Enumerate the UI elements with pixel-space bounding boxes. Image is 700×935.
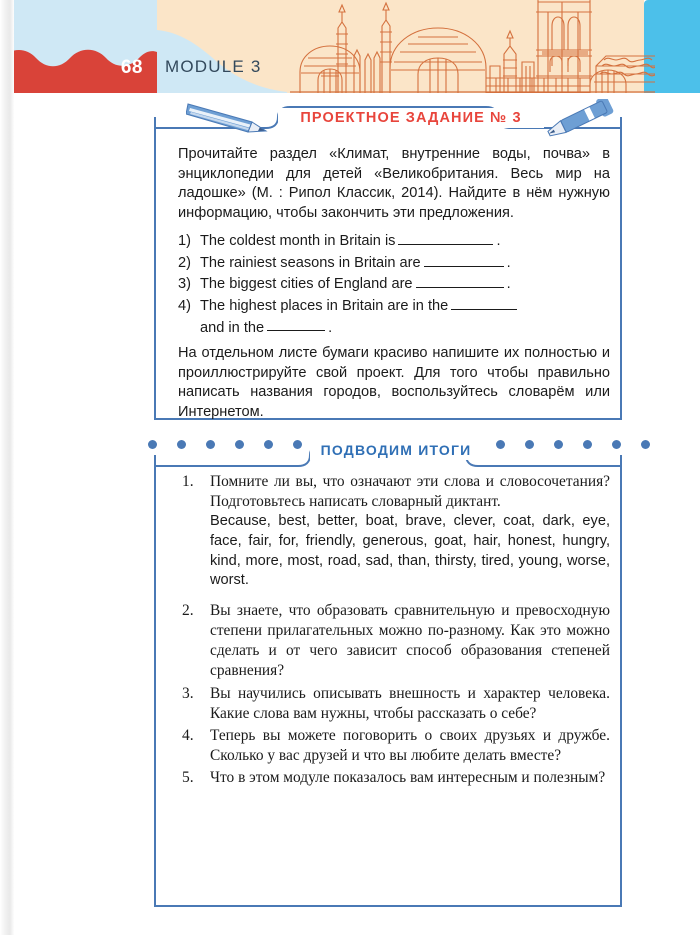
summary-item bbox=[182, 726, 610, 766]
dot-icon bbox=[583, 440, 592, 449]
summary-item-text: Вы научились описывать внешность и характер человека. Какие слова вам нужны, чтобы рассказать о себе? bbox=[210, 684, 610, 722]
list-item bbox=[178, 252, 610, 274]
summary-title: ПОДВОДИМ ИТОГИ bbox=[310, 440, 482, 460]
sentence-body bbox=[200, 295, 610, 317]
dot-icon bbox=[525, 440, 534, 449]
decorative-dots-right bbox=[496, 440, 650, 449]
sentence-number: 2) bbox=[178, 254, 191, 271]
project-outro-text: На отдельном листе бумаги красиво напишите их полностью и проиллюстрируйте свой проект. Для того чтобы правильно написать названия городов, воспользуйтесь словарём или Интернетом. bbox=[178, 345, 610, 420]
list-item bbox=[178, 273, 610, 295]
summary-item bbox=[182, 768, 610, 788]
cityscape-illustration bbox=[290, 0, 655, 93]
project-intro-text: Прочитайте раздел «Климат, внутренние воды, почва» в энциклопедии для детей «Великобритания. Весь мир на ладошке» (М. : Рипол Классик, 2014). Найдите в нём нужную информацию, чтобы закончить эти предложения. bbox=[178, 146, 610, 221]
dot-icon bbox=[554, 440, 563, 449]
dot-icon bbox=[177, 440, 186, 449]
project-task-content bbox=[178, 145, 610, 422]
sentence-body bbox=[200, 252, 610, 274]
dot-icon bbox=[264, 440, 273, 449]
project-task-title: ПРОЕКТНОЕ ЗАДАНИЕ № 3 bbox=[278, 108, 544, 128]
sentence-number: 3) bbox=[178, 276, 191, 293]
list-item-continuation bbox=[178, 317, 610, 339]
dot-icon bbox=[612, 440, 621, 449]
sentence-body bbox=[200, 230, 610, 252]
sentence-body bbox=[200, 273, 610, 295]
page-number: 68 bbox=[120, 57, 143, 78]
summary-item-number: 1. bbox=[182, 473, 194, 490]
sentence-text: The coldest month in Britain is bbox=[200, 232, 396, 249]
module-label: MODULE 3 bbox=[165, 57, 262, 76]
answer-blank[interactable] bbox=[267, 317, 325, 332]
fill-in-sentence-list bbox=[178, 230, 610, 338]
summary-item bbox=[182, 684, 610, 724]
summary-item-text: Теперь вы можете поговорить о своих друзьях и дружбе. Сколько у вас друзей и что вы любите делать вместе? bbox=[210, 727, 610, 765]
sentence-punct: . bbox=[506, 254, 511, 271]
summary-item-text: Помните ли вы, что означают эти слова и словосочетания? Подготовьтесь написать словарный диктант. bbox=[210, 473, 610, 511]
dot-icon bbox=[148, 440, 157, 449]
dot-icon bbox=[235, 440, 244, 449]
dot-icon bbox=[496, 440, 505, 449]
decorative-dots-left bbox=[148, 440, 302, 449]
sentence-number: 1) bbox=[178, 232, 191, 249]
dot-icon bbox=[641, 440, 650, 449]
page-header bbox=[0, 0, 700, 93]
summary-item-number: 4. bbox=[182, 727, 194, 744]
answer-blank[interactable] bbox=[424, 252, 504, 267]
summary-item bbox=[182, 601, 610, 682]
dot-icon bbox=[206, 440, 215, 449]
page-edge-shadow bbox=[0, 0, 14, 935]
summary-item-text: Вы знаете, что образовать сравнительную и превосходную степени прилагательных можно по-разному. Как это можно сделать и от чего зависит способ образования степеней сравнения? bbox=[210, 601, 610, 680]
vocabulary-word-list: Because, best, better, boat, brave, clever, coat, dark, eye, face, fair, for, friendly, generous, goat, hair, honest, hungry, kind, more, most, road, sad, than, thirsty, tired, young, worse, worst. bbox=[210, 513, 610, 589]
summary-item-number: 5. bbox=[182, 769, 194, 787]
sentence-text: The biggest cities of England are bbox=[200, 276, 413, 293]
pen-icon bbox=[536, 99, 620, 141]
list-item bbox=[178, 230, 610, 252]
summary-item bbox=[182, 472, 610, 591]
sentence-body bbox=[200, 317, 610, 339]
answer-blank[interactable] bbox=[416, 273, 504, 288]
summary-item-text: Что в этом модуле показалось вам интересным и полезным? bbox=[210, 769, 606, 787]
sentence-punct: . bbox=[506, 276, 511, 293]
answer-blank[interactable] bbox=[398, 230, 493, 245]
summary-item-number: 2. bbox=[182, 601, 194, 619]
sentence-punct: . bbox=[496, 232, 501, 249]
sentence-text: The highest places in Britain are in the bbox=[200, 297, 449, 314]
list-item bbox=[178, 295, 610, 317]
spacer bbox=[182, 593, 610, 601]
answer-blank[interactable] bbox=[451, 295, 517, 310]
pencil-icon bbox=[186, 100, 274, 140]
sentence-number: 4) bbox=[178, 297, 191, 314]
sentence-text: The rainiest seasons in Britain are bbox=[200, 254, 421, 271]
sentence-punct: . bbox=[328, 319, 333, 336]
dot-icon bbox=[293, 440, 302, 449]
summary-content bbox=[182, 472, 610, 791]
summary-item-number: 3. bbox=[182, 684, 194, 702]
sentence-text: and in the bbox=[200, 319, 265, 336]
